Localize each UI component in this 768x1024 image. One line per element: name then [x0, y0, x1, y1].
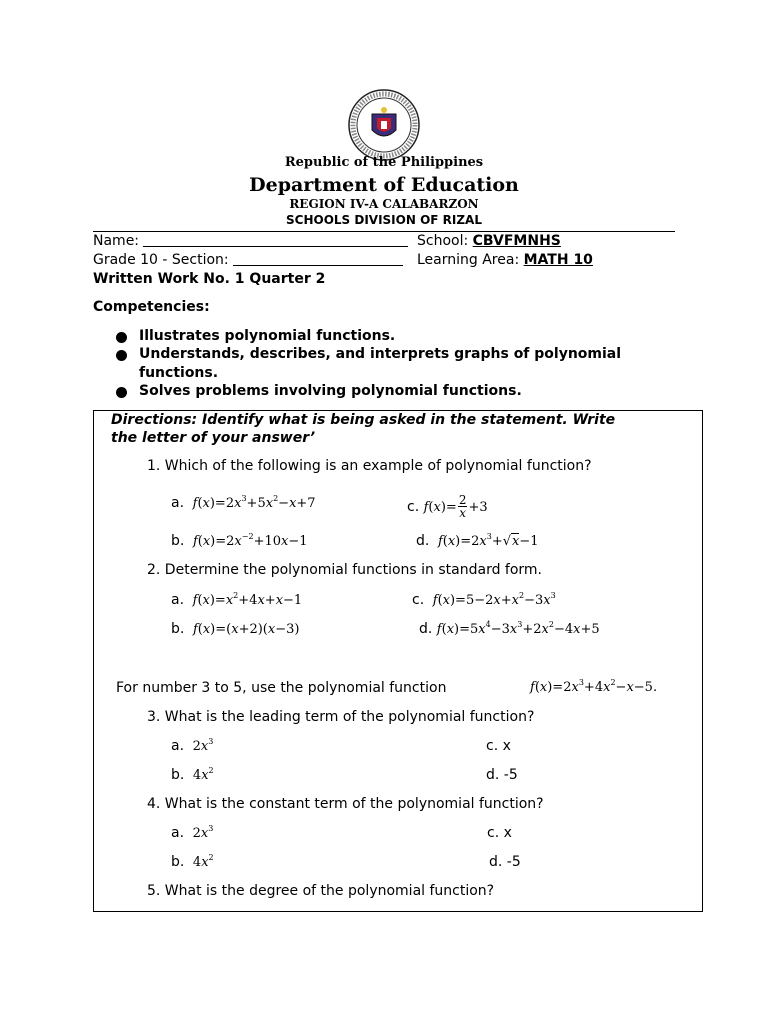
q3-choice-a[interactable]	[171, 738, 213, 754]
area-value: MATH 10	[523, 252, 593, 268]
region-text: REGION IV-A CALABARZON	[289, 197, 479, 211]
q3-choice-b[interactable]	[171, 767, 214, 783]
deped-seal	[347, 88, 421, 162]
question-5: 5. What is the degree of the polynomial function?	[147, 883, 495, 899]
given-function: $f(x)=2x^3+4x^2-x-5$.	[530, 678, 658, 695]
q4-choice-d[interactable]: d. -5	[489, 854, 521, 870]
grade-row	[93, 252, 403, 268]
name-label: Name:	[93, 233, 140, 249]
q2-choice-c[interactable]	[412, 592, 556, 608]
q1b-expression: $f(x)=2x^{-2}+10x-1$	[192, 532, 308, 549]
school-value: CBVFMNHS	[472, 233, 561, 249]
choice-letter: a.	[171, 592, 185, 608]
department-text: Department of Education	[249, 174, 519, 196]
seal-icon	[347, 88, 421, 162]
q2a-expression: $f(x)=x^2+4x+x-1$	[192, 591, 303, 608]
bullet-icon	[116, 332, 127, 343]
choice-letter: b.	[171, 533, 185, 549]
competencies-title: Competencies:	[93, 299, 210, 315]
q2b-expression: f(x)=(x+2)(x−3)	[192, 622, 300, 637]
name-row	[93, 233, 408, 249]
question-3: 3. What is the leading term of the polynomial function?	[147, 709, 535, 725]
q4b-expression: $4x^2$	[188, 853, 214, 870]
competency-item-cont: functions.	[139, 365, 219, 381]
republic-text: Republic of the Philippines	[284, 155, 484, 170]
choice-letter: d.	[419, 621, 433, 637]
name-field[interactable]	[143, 233, 408, 247]
bullet-icon	[116, 350, 127, 361]
q3a-expression: $2x^3$	[188, 737, 214, 754]
area-label: Learning Area:	[417, 252, 520, 268]
q1a-expression: $f(x)=2x^3+5x^2-x+7$	[192, 494, 316, 511]
q3b-expression: $4x^2$	[188, 766, 214, 783]
division-text: SCHOOLS DIVISION OF RIZAL	[286, 213, 482, 227]
q4-choice-c[interactable]: c. x	[487, 825, 512, 841]
written-work-title: Written Work No. 1 Quarter 2	[93, 271, 326, 287]
q3-choice-c[interactable]: c. x	[486, 738, 511, 754]
choice-letter: b.	[171, 767, 185, 783]
question-2: 2. Determine the polynomial functions in standard form.	[147, 562, 543, 578]
choice-letter: a.	[171, 738, 185, 754]
choice-letter: d.	[416, 533, 430, 549]
choice-letter: b.	[171, 854, 185, 870]
question-1: 1. Which of the following is an example of polynomial function?	[147, 458, 592, 474]
q1-choice-a[interactable]	[171, 495, 316, 511]
q4a-expression: $2x^3$	[188, 824, 214, 841]
q2-choice-d[interactable]	[419, 621, 600, 637]
choice-letter: a.	[171, 825, 185, 841]
choice-letter: c.	[412, 592, 425, 608]
competency-item: Solves problems involving polynomial functions.	[139, 383, 522, 399]
grade-label: Grade 10 - Section:	[93, 252, 229, 268]
q3-choice-d[interactable]: d. -5	[486, 767, 518, 783]
q2c-expression: $f(x)=5-2x+x^2-3x^3$	[432, 591, 556, 608]
q1c-fraction: $\frac{2}{x}$	[458, 493, 467, 520]
question-4: 4. What is the constant term of the polynomial function?	[147, 796, 544, 812]
directions-line2: the letter of your answer’	[111, 430, 316, 446]
school-label: School:	[417, 233, 469, 249]
competency-item: Illustrates polynomial functions.	[139, 328, 396, 344]
choice-letter: b.	[171, 621, 185, 637]
q1c-expression: f(x)=	[423, 499, 457, 515]
intro-text: For number 3 to 5, use the polynomial function	[116, 680, 447, 696]
header-divider	[93, 231, 675, 232]
q2d-expression: $f(x)=5x^4-3x^3+2x^2-4x+5$	[436, 620, 600, 637]
section-field[interactable]	[233, 252, 403, 266]
q1-choice-d[interactable]	[416, 533, 539, 549]
directions-line1: Directions: Identify what is being asked in the statement. Write	[111, 412, 616, 428]
q1-choice-b[interactable]	[171, 533, 308, 549]
choice-letter: c.	[407, 498, 420, 515]
q2-choice-a[interactable]	[171, 592, 302, 608]
q2-choice-b[interactable]	[171, 621, 299, 637]
choice-letter: a.	[171, 495, 185, 511]
q1d-expression: $f(x)=2x^3+√x-1$	[437, 532, 539, 549]
bullet-icon	[116, 387, 127, 398]
school-row	[417, 233, 561, 249]
competency-item: Understands, describes, and interprets graphs of polynomial	[139, 346, 622, 362]
q1-choice-c[interactable]: c. f(x)= $\frac{2}{x}$ +3	[407, 493, 488, 520]
q4-choice-b[interactable]	[171, 854, 214, 870]
area-row	[417, 252, 593, 268]
q4-choice-a[interactable]	[171, 825, 213, 841]
